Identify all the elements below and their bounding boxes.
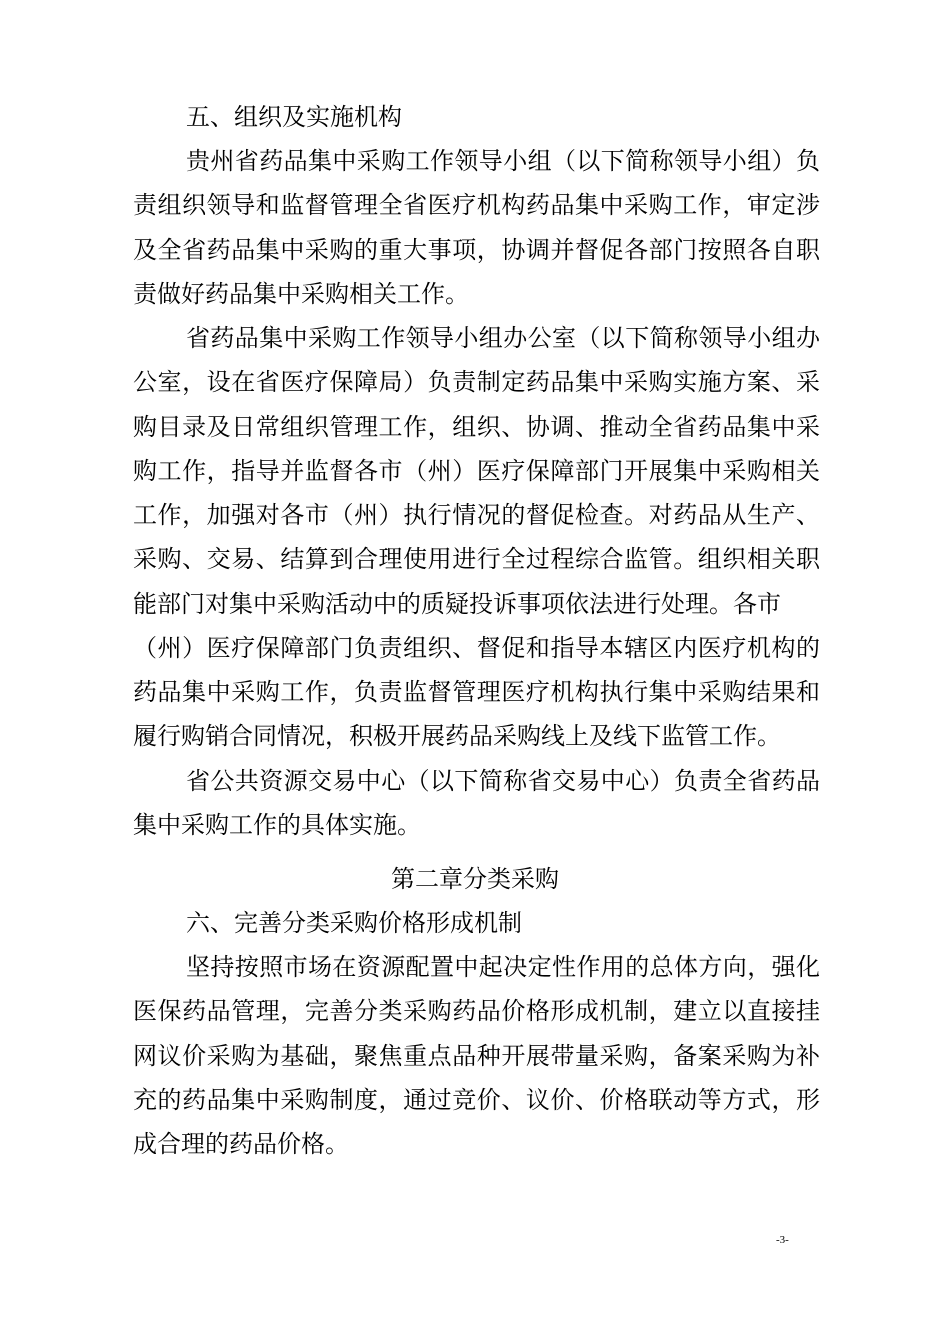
page-number: -3-	[776, 1234, 789, 1246]
paragraph-line: 充的药品集中采购制度，通过竞价、议价、价格联动等方式，形	[133, 1086, 820, 1114]
paragraph-line: （州）医疗保障部门负责组织、督促和指导本辖区内医疗机构的	[133, 634, 820, 662]
paragraph-line: 工作，加强对各市（州）执行情况的督促检查。对药品从生产、	[133, 501, 820, 529]
paragraph-line: 责组织领导和监督管理全省医疗机构药品集中采购工作，审定涉	[133, 191, 820, 219]
paragraph-line: 能部门对集中采购活动中的质疑投诉事项依法进行处理。各市	[133, 590, 781, 618]
paragraph-line: 医保药品管理，完善分类采购药品价格形成机制，建立以直接挂	[133, 997, 820, 1025]
section-heading-6: 六、完善分类采购价格形成机制	[186, 909, 522, 937]
paragraph-line: 购工作，指导并监督各市（州）医疗保障部门开展集中采购相关	[133, 457, 820, 485]
paragraph-line: 坚持按照市场在资源配置中起决定性作用的总体方向，强化	[186, 953, 820, 981]
paragraph-line: 药品集中采购工作，负责监督管理医疗机构执行集中采购结果和	[133, 678, 820, 706]
paragraph-line: 贵州省药品集中采购工作领导小组（以下简称领导小组）负	[186, 147, 820, 175]
paragraph-line: 集中采购工作的具体实施。	[133, 811, 421, 839]
chapter-title: 第二章分类采购	[391, 865, 559, 893]
paragraph-line: 购目录及日常组织管理工作，组织、协调、推动全省药品集中采	[133, 413, 820, 441]
paragraph-line: 公室，设在省医疗保障局）负责制定药品集中采购实施方案、采	[133, 368, 820, 396]
paragraph-line: 履行购销合同情况，积极开展药品采购线上及线下监管工作。	[133, 722, 781, 750]
paragraph-line: 责做好药品集中采购相关工作。	[133, 280, 469, 308]
section-heading-5: 五、组织及实施机构	[186, 103, 402, 131]
paragraph-line: 采购、交易、结算到合理使用进行全过程综合监管。组织相关职	[133, 545, 820, 573]
paragraph-line: 省药品集中采购工作领导小组办公室（以下简称领导小组办	[186, 324, 820, 352]
paragraph-line: 网议价采购为基础，聚焦重点品种开展带量采购，备案采购为补	[133, 1042, 820, 1070]
paragraph-line: 省公共资源交易中心（以下简称省交易中心）负责全省药品	[186, 767, 820, 795]
paragraph-line: 及全省药品集中采购的重大事项，协调并督促各部门按照各自职	[133, 236, 820, 264]
paragraph-line: 成合理的药品价格。	[133, 1130, 349, 1158]
